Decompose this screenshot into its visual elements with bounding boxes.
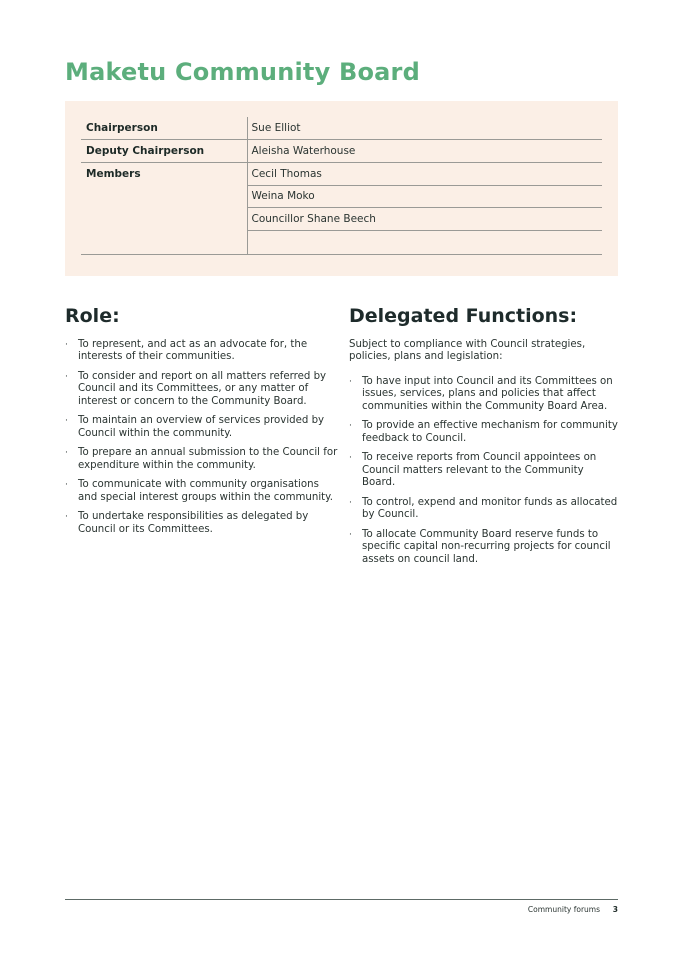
name-cell: Councillor Shane Beech	[247, 208, 602, 231]
bullet-icon: ·	[65, 480, 68, 491]
table-row	[81, 117, 602, 140]
table-row	[81, 185, 602, 208]
bullet-icon: ·	[349, 377, 352, 387]
list-item-text: To consider and report on all matters referred by Council and its Committees, or any matter of interest or concern to the Community Board.	[78, 371, 327, 407]
delegated-functions-list	[349, 376, 619, 573]
name-cell: Sue Elliot	[247, 117, 602, 140]
bullet-icon: ·	[65, 448, 68, 459]
delegated-functions-intro: Subject to compliance with Council strategies, policies, plans and legislation:	[349, 339, 586, 363]
name-cell: Cecil Thomas	[247, 162, 602, 185]
name-cell	[247, 230, 602, 254]
role-cell: Members	[86, 167, 141, 180]
members-panel	[65, 101, 618, 276]
list-item	[349, 376, 619, 413]
role-cell	[81, 208, 247, 231]
table-row	[81, 140, 602, 163]
list-item-text: To maintain an overview of services provided by Council within the community.	[78, 415, 325, 439]
list-item	[65, 415, 340, 440]
list-item	[65, 511, 340, 536]
list-item-text: To receive reports from Council appointees on Council matters relevant to the Community Board.	[362, 452, 597, 489]
list-item-text: To provide an effective mechanism for community feedback to Council.	[362, 420, 618, 444]
bullet-icon: ·	[349, 529, 352, 540]
members-table	[81, 117, 602, 255]
list-item	[65, 339, 340, 364]
bullet-icon: ·	[65, 340, 68, 350]
footer-label: Community forums	[527, 905, 600, 914]
role-cell	[81, 230, 247, 254]
page-number: 3	[612, 905, 618, 914]
list-item	[349, 497, 619, 522]
table-row	[81, 162, 602, 185]
role-heading: Role:	[65, 305, 120, 327]
list-item-text: To have input into Council and its Committees on issues, services, plans and policies that affect communities within the Community Board Area.	[362, 376, 613, 412]
bullet-icon: ·	[65, 372, 68, 382]
list-item	[349, 529, 619, 566]
list-item-text: To allocate Community Board reserve funds to specific capital non-recurring projects for council assets on council land.	[362, 528, 611, 565]
list-item-text: To undertake responsibilities as delegated by Council or its Committees.	[78, 511, 309, 535]
role-cell: Deputy Chairperson	[81, 140, 247, 163]
page-title: Maketu Community Board	[65, 58, 420, 86]
table-row	[81, 208, 602, 231]
list-item	[65, 371, 340, 408]
list-item-text: To control, expend and monitor funds as allocated by Council.	[362, 496, 618, 521]
role-list	[65, 339, 340, 543]
list-item	[65, 447, 340, 472]
list-item	[349, 420, 619, 445]
list-item	[65, 479, 340, 504]
bullet-icon: ·	[65, 416, 68, 427]
bullet-icon: ·	[349, 421, 352, 432]
table-row	[81, 230, 602, 254]
bullet-icon: ·	[349, 497, 352, 508]
bullet-icon: ·	[65, 512, 68, 523]
name-cell: Weina Moko	[247, 185, 602, 208]
delegated-functions-heading: Delegated Functions:	[349, 305, 578, 327]
role-cell	[81, 185, 247, 208]
name-cell: Aleisha Waterhouse	[247, 140, 602, 163]
footer-divider	[65, 899, 618, 900]
list-item-text: To represent, and act as an advocate for, the interests of their communities.	[78, 339, 308, 363]
list-item-text: To communicate with community organisations and special interest groups within the community.	[78, 479, 333, 503]
bullet-icon: ·	[349, 453, 352, 464]
list-item	[349, 452, 619, 489]
list-item-text: To prepare an annual submission to the Council for expenditure within the community.	[78, 447, 338, 471]
role-cell: Chairperson	[81, 117, 247, 140]
